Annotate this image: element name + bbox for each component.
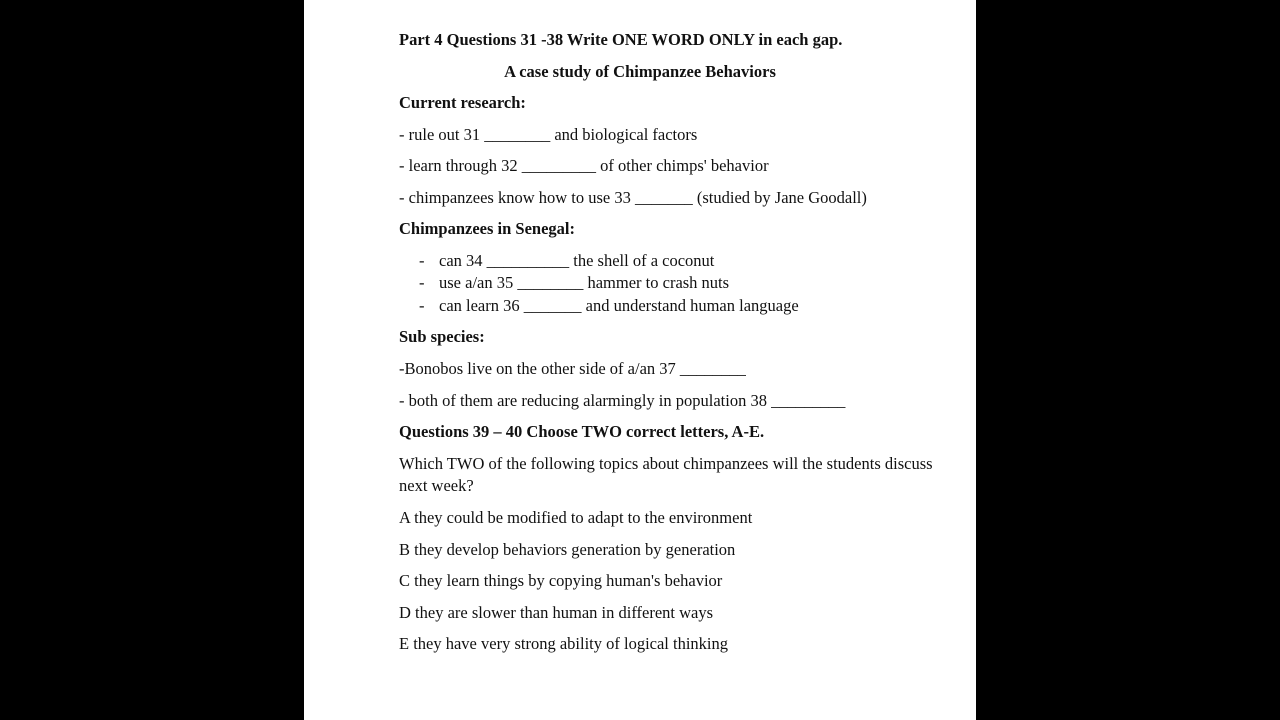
questions-39-40-heading: Questions 39 – 40 Choose TWO correct letters, A-E. [399, 422, 765, 441]
question-32-line: - learn through 32 _________ of other chimps' behavior [399, 156, 769, 175]
part-heading: Part 4 Questions 31 -38 Write ONE WORD ONLY in each gap. [399, 30, 843, 49]
option-e: E they have very strong ability of logical thinking [399, 634, 729, 653]
option-b: B they develop behaviors generation by generation [399, 540, 736, 559]
option-d: D they are slower than human in different ways [399, 603, 714, 622]
question-37-line: -Bonobos live on the other side of a/an 37 ________ [399, 359, 746, 378]
questions-39-40-prompt: Which TWO of the following topics about chimpanzees will the students discuss next week? [399, 454, 933, 495]
bullet-dash: - [419, 296, 425, 315]
bullet-dash: - [419, 251, 425, 270]
option-c: C they learn things by copying human's behavior [399, 571, 723, 590]
question-34-line: can 34 __________ the shell of a coconut [439, 251, 715, 270]
sub-species-heading: Sub species: [399, 327, 485, 346]
document-title: A case study of Chimpanzee Behaviors [504, 62, 776, 81]
question-38-line: - both of them are reducing alarmingly in population 38 _________ [399, 391, 846, 410]
current-research-heading: Current research: [399, 93, 526, 112]
senegal-heading: Chimpanzees in Senegal: [399, 219, 576, 238]
bullet-dash: - [419, 273, 425, 292]
worksheet-page [304, 0, 976, 720]
question-33-line: - chimpanzees know how to use 33 _______ (studied by Jane Goodall) [399, 188, 867, 207]
question-35-line: use a/an 35 ________ hammer to crash nuts [439, 273, 730, 292]
option-a: A they could be modified to adapt to the environment [399, 508, 753, 527]
question-36-line: can learn 36 _______ and understand human language [439, 296, 799, 315]
question-31-line: - rule out 31 ________ and biological factors [399, 125, 698, 144]
